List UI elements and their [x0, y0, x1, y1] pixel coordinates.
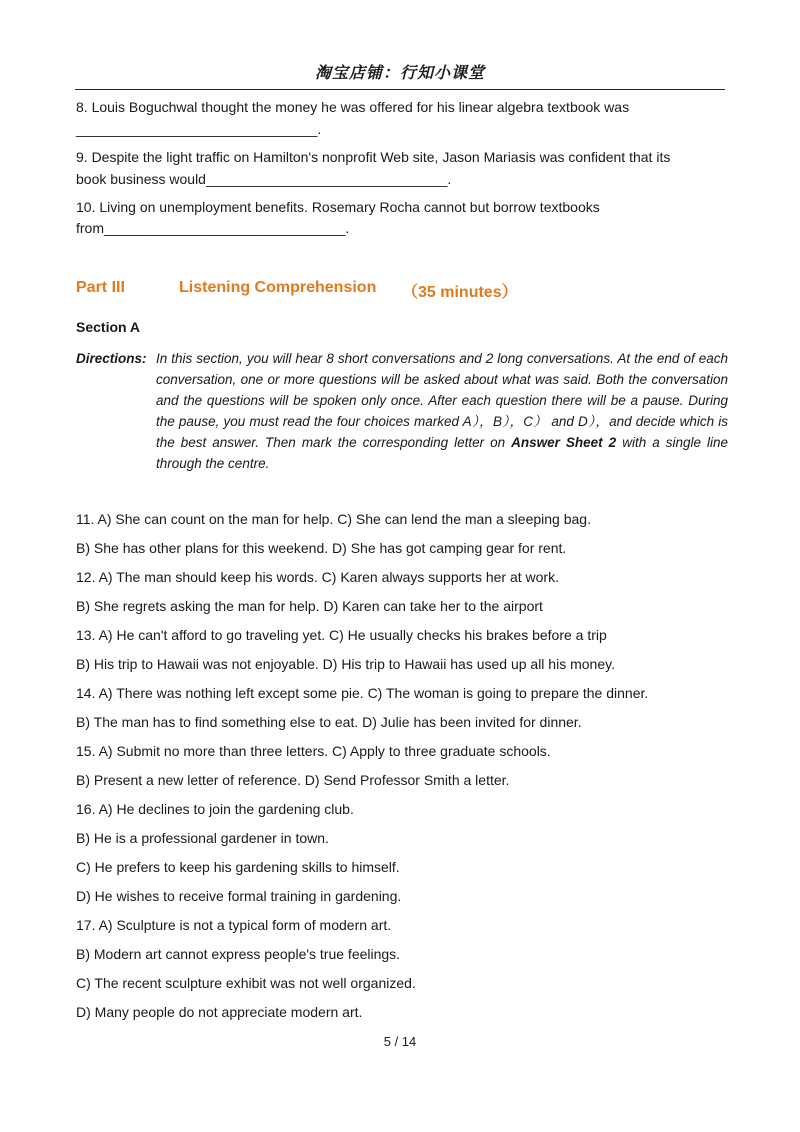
listening-line: 15. A) Submit no more than three letters. C) Apply to three graduate schools. [76, 743, 551, 759]
question-8-line-1: 8. Louis Boguchwal thought the money he was offered for his linear algebra textbook was [76, 99, 630, 115]
part-time: （35 minutes） [402, 284, 518, 301]
question-10-line-2: from_______________________________. [76, 220, 350, 236]
directions-label: Directions: [76, 351, 147, 366]
directions-block [76, 348, 728, 474]
listening-line: D) He wishes to receive formal training in gardening. [76, 888, 402, 904]
question-9-line-2: book business would_______________________________. [76, 171, 452, 187]
part-label: Part III [76, 279, 125, 296]
listening-line: B) She regrets asking the man for help. D) Karen can take her to the airport [76, 598, 543, 614]
listening-line: B) Present a new letter of reference. D) Send Professor Smith a letter. [76, 772, 510, 788]
listening-line: 13. A) He can't afford to go traveling yet. C) He usually checks his brakes before a trip [76, 627, 607, 643]
question-9-line-1: 9. Despite the light traffic on Hamilton's nonprofit Web site, Jason Mariasis was confident that its [76, 149, 671, 165]
directions-text-after: with a single line through the centre. [156, 435, 728, 471]
question-10-line-1: 10. Living on unemployment benefits. Rosemary Rocha cannot but borrow textbooks [76, 199, 600, 215]
directions-text-before: In this section, you will hear 8 short conversations and 2 long conversations. At the end of each conversation, one or more questions will be asked about what was said. Both the conversation and the questions will be spoken only once. After each question there will be a pause. During the pause, you must read the four choices marked A），B），C） and D），and decide which is the best answer. Then mark the corresponding letter on [156, 351, 728, 450]
listening-line: B) Modern art cannot express people's true feelings. [76, 946, 401, 962]
listening-line: 12. A) The man should keep his words. C) Karen always supports her at work. [76, 569, 559, 585]
listening-line: B) She has other plans for this weekend. D) She has got camping gear for rent. [76, 540, 567, 556]
page-header-title: 淘宝店铺：行知小课堂 [314, 63, 485, 82]
listening-line: 16. A) He declines to join the gardening club. [76, 801, 354, 817]
listening-line: C) He prefers to keep his gardening skills to himself. [76, 859, 400, 875]
listening-line: B) The man has to find something else to eat. D) Julie has been invited for dinner. [76, 714, 582, 730]
listening-line: D) Many people do not appreciate modern art. [76, 1004, 363, 1020]
directions-text [76, 348, 728, 474]
listening-line: B) His trip to Hawaii was not enjoyable. D) His trip to Hawaii has used up all his money. [76, 656, 615, 672]
listening-line: C) The recent sculpture exhibit was not well organized. [76, 975, 416, 991]
listening-line: 17. A) Sculpture is not a typical form of modern art. [76, 917, 392, 933]
directions-answer-sheet: Answer Sheet 2 [511, 435, 617, 450]
listening-line: 11. A) She can count on the man for help. C) She can lend the man a sleeping bag. [76, 511, 591, 527]
listening-line: B) He is a professional gardener in town. [76, 830, 329, 846]
header-divider [75, 89, 725, 90]
part-name: Listening Comprehension [179, 279, 377, 296]
page-number: 5 / 14 [383, 1034, 417, 1049]
listening-line: 14. A) There was nothing left except some pie. C) The woman is going to prepare the dinner. [76, 685, 649, 701]
section-title: Section A [76, 319, 141, 335]
question-8-line-2: _______________________________. [76, 121, 322, 137]
